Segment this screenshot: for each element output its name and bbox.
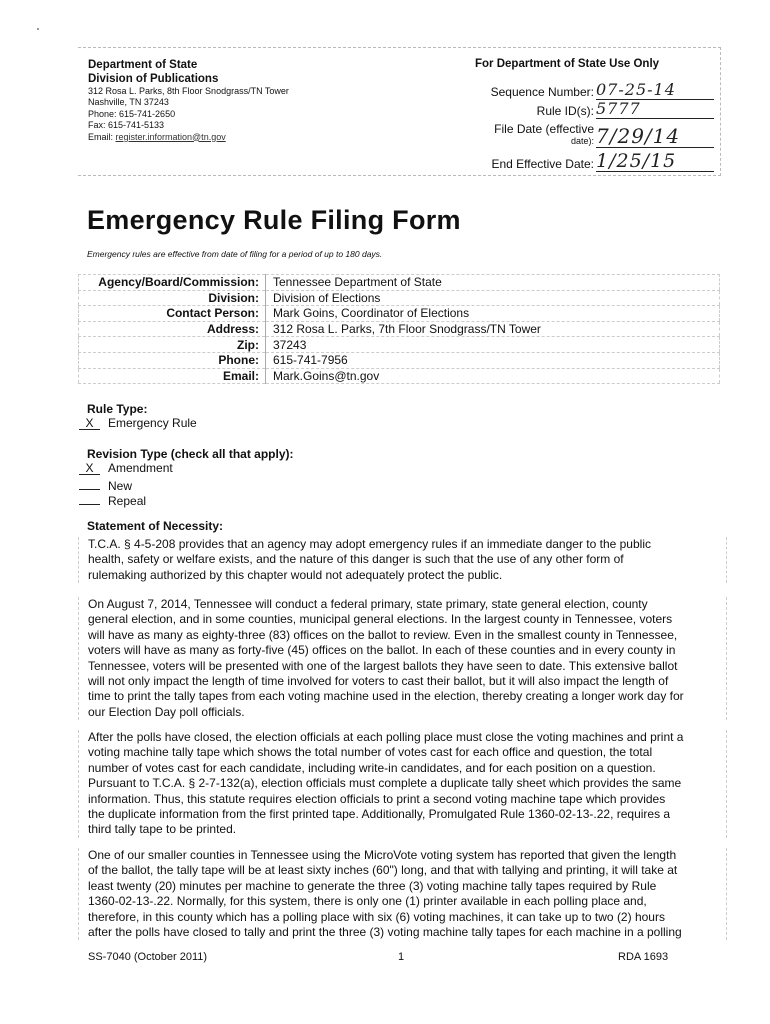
- new-label: New: [108, 478, 133, 493]
- rule-type-checkbox[interactable]: X: [79, 417, 100, 430]
- email-value: Mark.Goins@tn.gov: [266, 368, 720, 384]
- agency-row: [79, 275, 720, 291]
- zip-row: [79, 337, 720, 353]
- agency-label: Agency/Board/Commission:: [79, 275, 266, 291]
- paragraph-line: voters will have as many as forty-five (45) offices on the ballot. In each of these counties and in every county in: [88, 643, 676, 658]
- paragraph-line: After the polls have closed, the election officials at each polling place must close the voting machines and print a: [88, 730, 684, 744]
- paragraph-line: after the polls have closed to tally and print the three (3) voting machine tally tapes for each machine in a polling: [88, 925, 682, 940]
- necessity-paragraph: [78, 597, 727, 720]
- division-row: [79, 290, 720, 306]
- amendment-checkbox[interactable]: X: [79, 462, 100, 475]
- end-date-label: End Effective Date:: [491, 157, 594, 171]
- email-label: Email:: [79, 368, 266, 384]
- end-date-value: 1/25/15: [596, 151, 714, 172]
- fax-line: Fax: 615-741-5133: [88, 120, 165, 131]
- paragraph-line: One of our smaller counties in Tennessee using the MicroVote voting system has reported that given the length: [88, 848, 677, 862]
- email-row: [79, 368, 720, 384]
- file-date-row: [458, 120, 720, 148]
- paragraph-line: voting machine tally tape which shows the total number of votes cast for each office and question, the total: [88, 745, 653, 760]
- paragraph-line: rulemaking authorized by this chapter would not adequately protect the public.: [88, 567, 503, 582]
- paragraph-line: information. Thus, this statute requires election officials to print a second voting machine tape which provides: [88, 791, 666, 806]
- necessity-heading: [87, 519, 223, 533]
- revision-option-amendment[interactable]: [79, 461, 294, 477]
- paragraph-line: the duplicate information from the first printed tape. Additionally, Promulgated Rule 1360-02-13-.22, requires a: [88, 807, 671, 822]
- necessity-heading-text: Statement of Necessity:: [87, 519, 224, 533]
- footer-page-number: 1: [398, 951, 405, 963]
- form-title: Emergency Rule Filing Form: [87, 205, 461, 235]
- dept-name: Department of State: [88, 59, 198, 71]
- address-label: Address:: [79, 321, 266, 337]
- contact-row: [79, 306, 720, 322]
- zip-value: 37243: [266, 337, 720, 353]
- paragraph-line: will not only impact the length of time involved for voters to cast their ballot, but it will also impact the length of: [88, 674, 669, 689]
- file-date-label: File Date (effective date):: [494, 122, 594, 146]
- repeal-label: Repeal: [108, 494, 147, 508]
- phone-label: Phone:: [79, 352, 266, 368]
- paragraph-line: On August 7, 2014, Tennessee will conduct a federal primary, state primary, state general election, county: [88, 597, 648, 611]
- sequence-row: [458, 82, 720, 100]
- zip-label: Zip:: [79, 337, 266, 353]
- paragraph-line: third tally tape to be printed.: [88, 822, 237, 837]
- phone-row: [79, 352, 720, 368]
- paragraph-line: least twenty (20) minutes per machine to generate the three (3) voting machine tally tapes required by Rule: [88, 878, 657, 893]
- revision-type-section: [87, 447, 294, 508]
- phone-value: 615-741-7956: [266, 352, 720, 368]
- paragraph-line: will have as many as eighty-three (83) offices on the ballot to review. Even in the smallest county in Tennessee,: [88, 627, 678, 642]
- phone-line: Phone: 615-741-2650: [88, 108, 176, 119]
- email-line: [88, 132, 418, 143]
- footer-rda: RDA 1693: [618, 951, 669, 963]
- amendment-label: Amendment: [108, 461, 173, 475]
- necessity-paragraph: [78, 848, 727, 940]
- email-link[interactable]: register.information@tn.gov: [115, 131, 226, 142]
- scan-speck: [37, 28, 39, 30]
- paragraph-line: general election, and in some counties, municipal general elections. In the largest county in Tennessee, voters: [88, 612, 673, 627]
- sequence-value: 07-25-14: [596, 81, 714, 100]
- paragraph-line: 1360-02-13-.22. Normally, for this system, there is only one (1) printer available in each polling place and,: [88, 894, 647, 909]
- revision-option-new[interactable]: [79, 477, 294, 493]
- revision-heading: Revision Type (check all that apply):: [87, 447, 294, 461]
- rule-type-option[interactable]: [79, 416, 197, 432]
- paragraph-line: our Election Day poll officials.: [88, 704, 245, 719]
- state-use-title: For Department of State Use Only: [475, 58, 660, 70]
- necessity-paragraph: [78, 730, 727, 838]
- address-line-1: 312 Rosa L. Parks, 8th Floor Snodgrass/TN Tower: [88, 86, 289, 96]
- division-name: Division of Publications: [88, 73, 219, 85]
- rule-type-heading: Rule Type:: [87, 402, 148, 416]
- rule-type-section: [87, 402, 197, 432]
- paragraph-line: of the ballot, the tally tape will be at least sixty inches (60") long, and that with tallying and printing, it will take at: [88, 863, 678, 878]
- paragraph-line: number of votes cast for each candidate, including write-in candidates, and for each position on a question.: [88, 760, 656, 775]
- paragraph-line: Tennessee, voters will be presented with one of the largest ballots they have seen to date. This extensive ballot: [88, 658, 678, 673]
- rule-id-label: Rule ID(s):: [536, 104, 594, 118]
- necessity-paragraph: [78, 537, 727, 583]
- division-label: Division:: [79, 290, 266, 306]
- form-subtitle: Emergency rules are effective from date of filing for a period of up to 180 days.: [87, 249, 383, 259]
- email-label: Email:: [88, 131, 116, 142]
- publisher-info: [88, 58, 418, 143]
- rule-id-row: [458, 101, 720, 119]
- address-value: 312 Rosa L. Parks, 7th Floor Snodgrass/TN Tower: [266, 321, 720, 337]
- paragraph-line: T.C.A. § 4-5-208 provides that an agency may adopt emergency rules if an immediate danger to the public: [88, 537, 651, 551]
- agency-table: [78, 274, 720, 384]
- sequence-label: Sequence Number:: [490, 85, 594, 99]
- address-line-2: Nashville, TN 37243: [88, 97, 169, 108]
- header-box: [78, 47, 721, 176]
- revision-option-repeal[interactable]: [79, 492, 294, 508]
- rule-id-value: 5777: [596, 100, 714, 119]
- agency-value: Tennessee Department of State: [266, 275, 720, 291]
- contact-label: Contact Person:: [79, 306, 266, 322]
- new-checkbox[interactable]: [79, 477, 100, 490]
- address-row: [79, 321, 720, 337]
- end-date-row: [458, 152, 720, 172]
- paragraph-line: time to print the tally tapes from each voting machine used in the election, thereby creating a longer work day for: [88, 689, 684, 704]
- division-value: Division of Elections: [266, 290, 720, 306]
- footer-form-id: SS-7040 (October 2011): [88, 951, 208, 963]
- file-date-value: 7/29/14: [596, 125, 714, 148]
- repeal-checkbox[interactable]: [79, 492, 100, 505]
- paragraph-line: health, safety or welfare exists, and the nature of this danger is such that the use of any other form of: [88, 552, 624, 567]
- rule-type-label: Emergency Rule: [108, 416, 197, 430]
- contact-value: Mark Goins, Coordinator of Elections: [266, 306, 720, 322]
- paragraph-line: therefore, in this county which has a polling place with six (6) voting machines, it can take up to two (2) hours: [88, 909, 665, 924]
- paragraph-line: Pursuant to T.C.A. § 2-7-132(a), election officials must complete a duplicate tally sheet which provides the same: [88, 776, 682, 791]
